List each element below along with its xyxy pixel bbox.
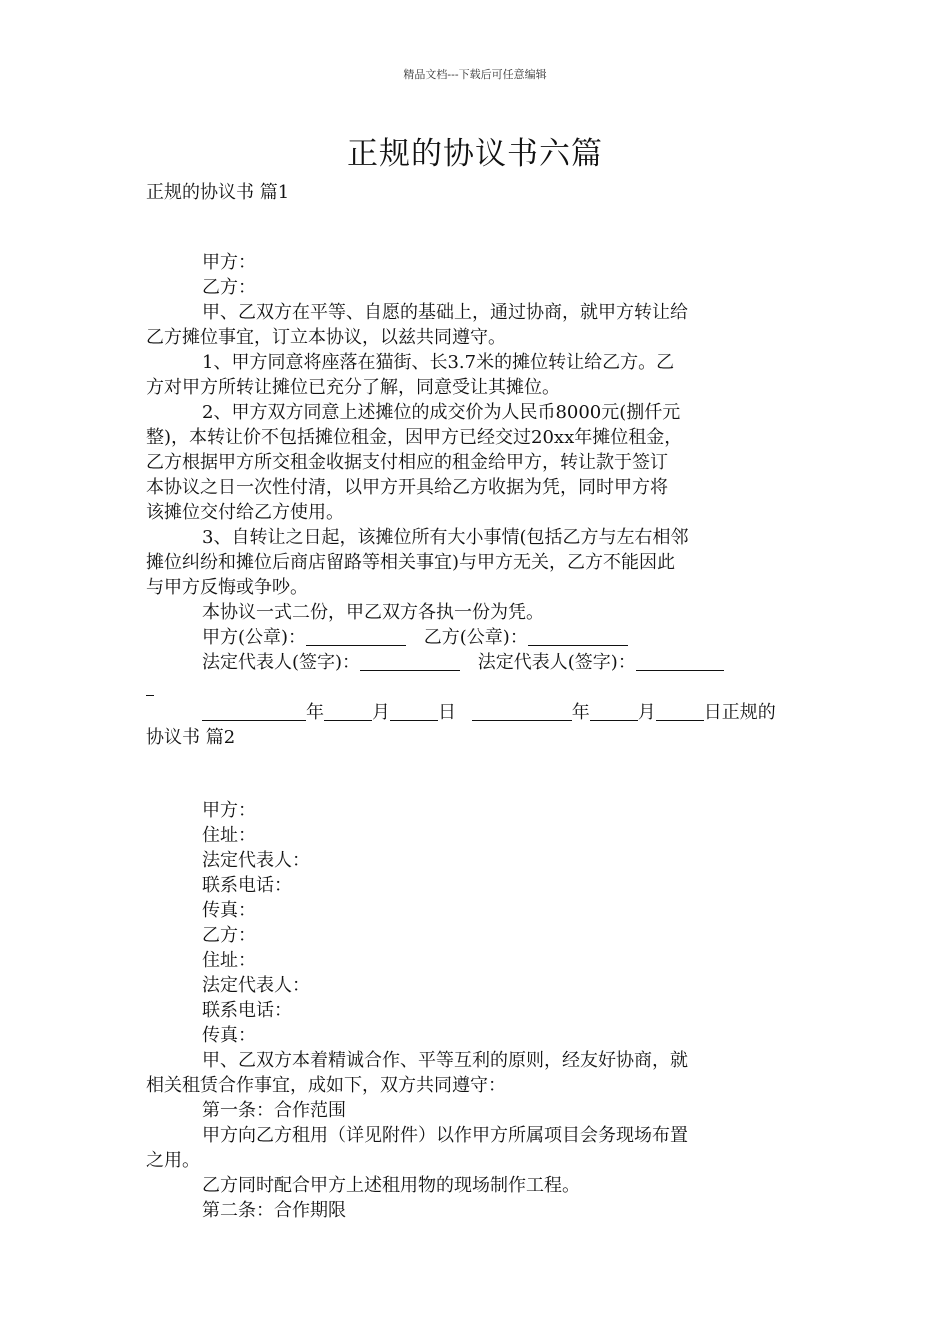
month-b-label: 月 bbox=[637, 702, 656, 723]
paragraph-line: 摊位纠纷和摊位后商店留路等相关事宜)与甲方无关，乙方不能因此 bbox=[146, 552, 676, 573]
year-a-label: 年 bbox=[306, 702, 324, 723]
paragraph-line: 2、甲方双方同意上述摊位的成交价为人民币8000元(捌仟元 bbox=[202, 402, 681, 423]
rep-a-label: 法定代表人(签字)： bbox=[202, 652, 361, 673]
year-b-blank bbox=[472, 702, 572, 721]
representative-line-wrap bbox=[146, 675, 808, 700]
seal-b-label: 乙方(公章)： bbox=[423, 627, 528, 648]
document-title: 正规的协议书六篇 bbox=[347, 136, 603, 172]
paragraph-line: 该摊位交付给乙方使用。 bbox=[146, 502, 344, 523]
trailing-text: 正规的 bbox=[721, 702, 776, 723]
field-label: 法定代表人： bbox=[202, 850, 310, 871]
paragraph-line: 乙方摊位事宜，订立本协议，以兹共同遵守。 bbox=[146, 327, 506, 348]
paragraph-line: 整)，本转让价不包括摊位租金，因甲方已经交过20xx年摊位租金， bbox=[146, 427, 683, 448]
paragraph-line: 相关租赁合作事宜，成如下，双方共同遵守： bbox=[146, 1075, 506, 1096]
paragraph-line: 方对甲方所转让摊位已充分了解，同意受让其摊位。 bbox=[146, 377, 560, 398]
field-label: 甲方： bbox=[202, 800, 256, 821]
paragraph-line: 甲方向乙方租用（详见附件）以作甲方所属项目会务现场布置 bbox=[202, 1125, 688, 1146]
paragraph-line: 之用。 bbox=[146, 1150, 200, 1171]
paragraph-line: 乙方同时配合甲方上述租用物的现场制作工程。 bbox=[202, 1175, 580, 1196]
year-b-label: 年 bbox=[571, 702, 590, 723]
party-b-label: 乙方： bbox=[202, 277, 256, 298]
paragraph-line: 乙方根据甲方所交租金收据支付相应的租金给甲方，转让款于签订 bbox=[146, 452, 668, 473]
section-heading-1: 正规的协议书 篇1 bbox=[146, 182, 290, 203]
field-label: 传真： bbox=[202, 1025, 256, 1046]
rep-b-label: 法定代表人(签字)： bbox=[477, 652, 636, 673]
field-label: 传真： bbox=[202, 900, 256, 921]
paragraph-line: 1、甲方同意将座落在猫街、长3.7米的摊位转让给乙方。乙 bbox=[202, 352, 675, 373]
month-a-blank bbox=[324, 702, 372, 721]
section-heading-2: 协议书 篇2 bbox=[146, 727, 236, 748]
field-label: 住址： bbox=[202, 825, 256, 846]
paragraph-line: 甲、乙双方在平等、自愿的基础上，通过协商，就甲方转让给 bbox=[202, 302, 688, 323]
article-heading: 第二条：合作期限 bbox=[202, 1200, 346, 1221]
day-a-label: 日 bbox=[438, 702, 456, 723]
year-a-blank bbox=[202, 702, 306, 721]
day-b-blank bbox=[656, 702, 704, 721]
date-line bbox=[202, 700, 808, 725]
seal-a-label: 甲方(公章)： bbox=[202, 627, 307, 648]
rep-b-blank-wrap bbox=[146, 677, 154, 696]
field-label: 联系电话： bbox=[202, 875, 292, 896]
day-a-blank bbox=[390, 702, 438, 721]
month-b-blank bbox=[590, 702, 638, 721]
representative-line bbox=[202, 650, 808, 675]
page-header: 精品文档---下载后可任意编辑 bbox=[403, 68, 547, 81]
paragraph-line: 与甲方反悔或争吵。 bbox=[146, 577, 308, 598]
party-a-label: 甲方： bbox=[202, 252, 256, 273]
paragraph-line: 本协议之日一次性付清，以甲方开具给乙方收据为凭，同时甲方将 bbox=[146, 477, 668, 498]
month-a-label: 月 bbox=[372, 702, 390, 723]
article-heading: 第一条：合作范围 bbox=[202, 1100, 346, 1121]
paragraph-line: 甲、乙双方本着精诚合作、平等互利的原则，经友好协商，就 bbox=[202, 1050, 688, 1071]
paragraph-line: 3、自转让之日起，该摊位所有大小事情(包括乙方与左右相邻 bbox=[202, 527, 689, 548]
paragraph-line: 本协议一式二份，甲乙双方各执一份为凭。 bbox=[202, 602, 544, 623]
rep-a-blank bbox=[360, 652, 460, 671]
field-label: 联系电话： bbox=[202, 1000, 292, 1021]
day-b-label: 日 bbox=[703, 702, 722, 723]
seal-a-blank bbox=[306, 627, 406, 646]
rep-b-blank bbox=[636, 652, 724, 671]
field-label: 住址： bbox=[202, 950, 256, 971]
field-label: 乙方： bbox=[202, 925, 256, 946]
seal-b-blank bbox=[528, 627, 628, 646]
field-label: 法定代表人： bbox=[202, 975, 310, 996]
seal-line bbox=[202, 625, 808, 650]
